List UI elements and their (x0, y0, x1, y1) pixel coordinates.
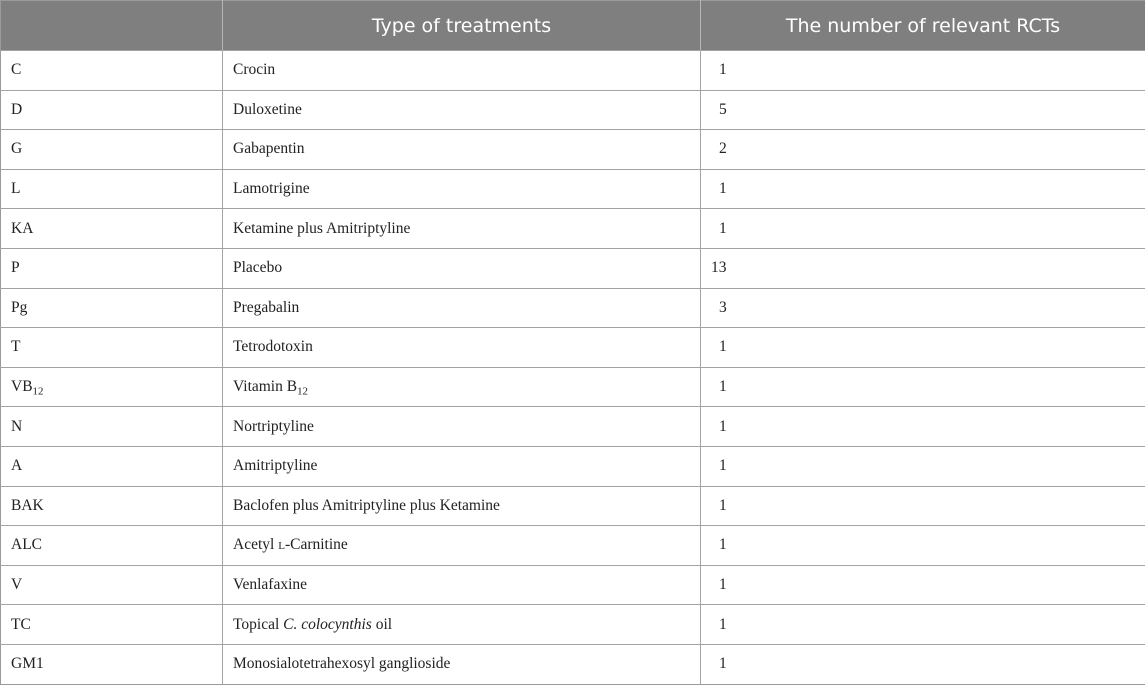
table-row (1, 209, 1145, 249)
treatment-cell: Amitriptyline (223, 446, 701, 486)
table-row (1, 130, 1145, 170)
treatment-cell: Tetrodotoxin (223, 328, 701, 368)
table-row (1, 565, 1145, 605)
rct-count-cell: 1 (701, 565, 1145, 605)
treatment-cell: Placebo (223, 248, 701, 288)
rct-count-cell: 5 (701, 90, 1145, 130)
table-row (1, 407, 1145, 447)
abbreviation-cell: T (1, 328, 223, 368)
treatment-cell: Venlafaxine (223, 565, 701, 605)
table-body (1, 51, 1145, 685)
treatment-cell (223, 367, 701, 407)
table-row (1, 288, 1145, 328)
rct-count-cell: 1 (701, 328, 1145, 368)
treatment-cell: Gabapentin (223, 130, 701, 170)
table-row (1, 486, 1145, 526)
treatment-cell: Monosialotetrahexosyl ganglioside (223, 644, 701, 684)
table-row (1, 526, 1145, 566)
header-row (1, 1, 1145, 51)
treatment-cell (223, 605, 701, 645)
rct-count-cell: 1 (701, 51, 1145, 91)
treatment-cell: Lamotrigine (223, 169, 701, 209)
rct-count-cell: 1 (701, 446, 1145, 486)
rct-count-cell: 13 (701, 248, 1145, 288)
header-abbreviation (1, 1, 223, 51)
rct-count-cell: 1 (701, 605, 1145, 645)
table-row (1, 644, 1145, 684)
treatment-prefix: Acetyl (233, 536, 278, 553)
table-row (1, 248, 1145, 288)
treatment-cell: Pregabalin (223, 288, 701, 328)
table-row (1, 328, 1145, 368)
table-row (1, 51, 1145, 91)
treatment-suffix: -Carnitine (285, 536, 348, 553)
treatment-cell: Duloxetine (223, 90, 701, 130)
table-header (1, 1, 1145, 51)
abbreviation-cell: G (1, 130, 223, 170)
abbreviation-cell: ALC (1, 526, 223, 566)
abbreviation-cell: D (1, 90, 223, 130)
treatment-suffix: oil (372, 616, 392, 633)
rct-count-cell: 3 (701, 288, 1145, 328)
treatment-small-caps: l (278, 536, 285, 553)
abbreviation-cell: C (1, 51, 223, 91)
abbreviation-cell: P (1, 248, 223, 288)
treatment-italic: C. colocynthis (283, 616, 372, 633)
treatment-cell: Baclofen plus Amitriptyline plus Ketamine (223, 486, 701, 526)
treatment-cell (223, 526, 701, 566)
table-row (1, 367, 1145, 407)
abbreviation-subscript: 12 (33, 385, 44, 397)
header-rct-count: The number of relevant RCTs (701, 1, 1145, 51)
abbreviation-cell (1, 367, 223, 407)
treatment-cell: Crocin (223, 51, 701, 91)
rct-count-cell: 1 (701, 644, 1145, 684)
rct-count-cell: 1 (701, 486, 1145, 526)
treatment-subscript: 12 (297, 385, 308, 397)
rct-count-cell: 1 (701, 169, 1145, 209)
table-row (1, 169, 1145, 209)
abbreviation-cell: KA (1, 209, 223, 249)
rct-count-cell: 1 (701, 367, 1145, 407)
abbreviation-cell: V (1, 565, 223, 605)
rct-count-cell: 1 (701, 407, 1145, 447)
rct-count-cell: 2 (701, 130, 1145, 170)
abbreviation-cell: A (1, 446, 223, 486)
abbreviation-cell: GM1 (1, 644, 223, 684)
abbreviation-cell: L (1, 169, 223, 209)
treatment-prefix: Topical (233, 616, 283, 633)
abbreviation-cell: TC (1, 605, 223, 645)
table-row (1, 90, 1145, 130)
treatment-main: Vitamin B (233, 378, 297, 395)
treatment-cell: Nortriptyline (223, 407, 701, 447)
header-treatment-type: Type of treatments (223, 1, 701, 51)
abbreviation-cell: Pg (1, 288, 223, 328)
rct-count-cell: 1 (701, 209, 1145, 249)
treatment-cell: Ketamine plus Amitriptyline (223, 209, 701, 249)
table-row (1, 446, 1145, 486)
rct-count-cell: 1 (701, 526, 1145, 566)
abbreviation-main: VB (11, 378, 33, 395)
table-row (1, 605, 1145, 645)
abbreviation-cell: N (1, 407, 223, 447)
abbreviation-cell: BAK (1, 486, 223, 526)
